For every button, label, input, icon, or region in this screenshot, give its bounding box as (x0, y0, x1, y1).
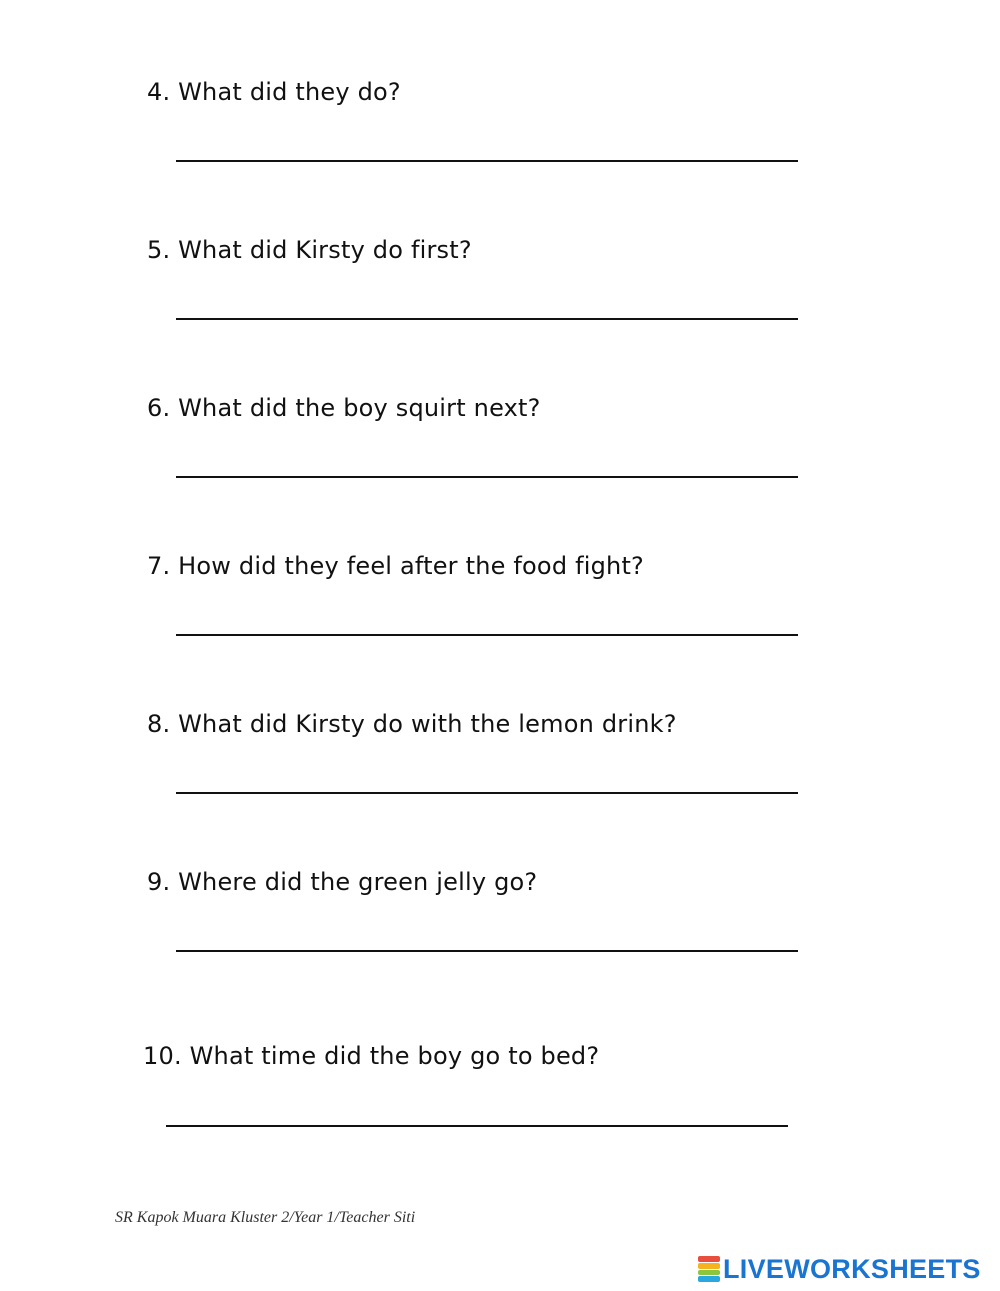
question-9: 9. Where did the green jelly go? (147, 868, 538, 896)
question-4: 4. What did they do? (147, 78, 401, 106)
answer-line-5[interactable] (176, 318, 798, 320)
answer-line-8[interactable] (176, 792, 798, 794)
logo-block-green (698, 1270, 720, 1276)
logo-block-red (698, 1256, 720, 1262)
liveworksheets-logo (698, 1252, 981, 1286)
question-10: 10. What time did the boy go to bed? (143, 1042, 600, 1070)
question-6: 6. What did the boy squirt next? (147, 394, 541, 422)
answer-line-4[interactable] (176, 160, 798, 162)
logo-block-yellow (698, 1263, 720, 1269)
question-7: 7. How did they feel after the food fight? (147, 552, 644, 580)
answer-line-9[interactable] (176, 950, 798, 952)
liveworksheets-logo-icon (698, 1256, 720, 1282)
answer-line-10[interactable] (166, 1125, 788, 1127)
liveworksheets-wordmark: LIVEWORKSHEETS (723, 1253, 981, 1284)
logo-block-blue (698, 1276, 720, 1282)
answer-line-7[interactable] (176, 634, 798, 636)
question-8: 8. What did Kirsty do with the lemon drink? (147, 710, 677, 738)
answer-line-6[interactable] (176, 476, 798, 478)
footer-credit: SR Kapok Muara Kluster 2/Year 1/Teacher Siti (115, 1209, 416, 1226)
question-5: 5. What did Kirsty do first? (147, 236, 472, 264)
